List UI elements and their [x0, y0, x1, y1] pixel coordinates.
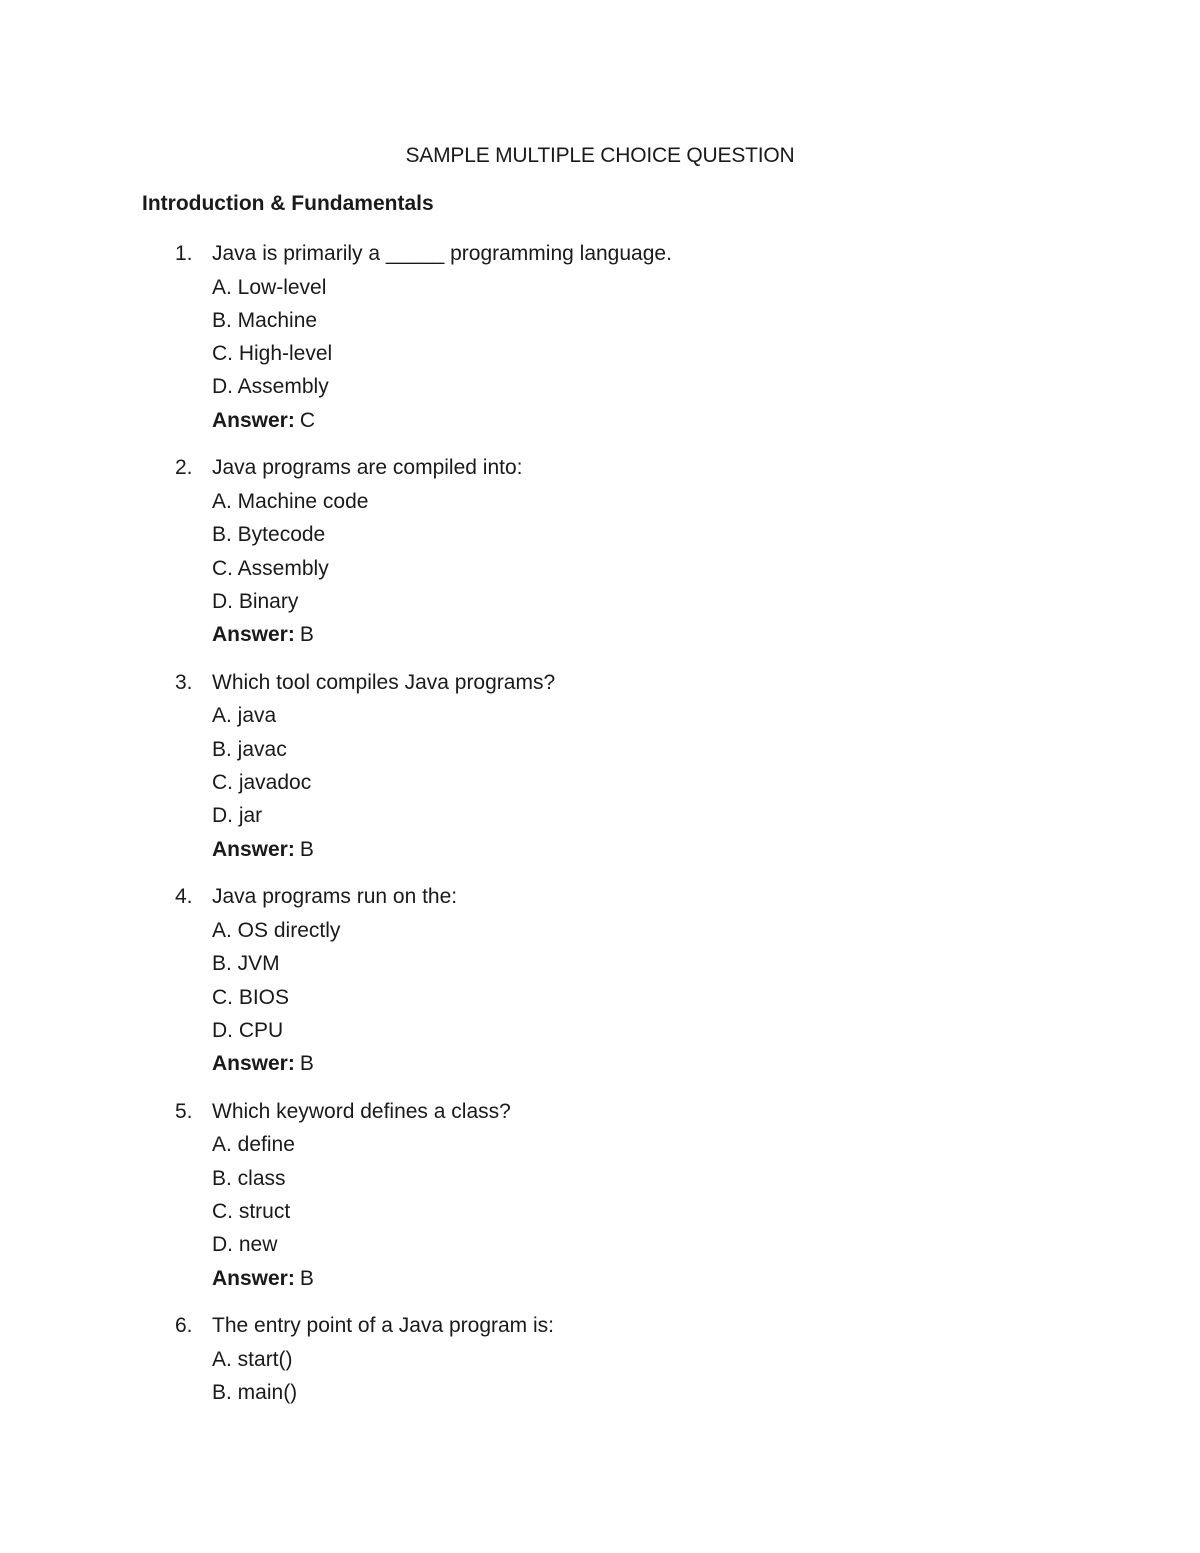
question-line	[0, 884, 1200, 918]
question-number: 6.	[175, 1314, 193, 1338]
option-line	[0, 589, 1200, 622]
option-line	[0, 770, 1200, 803]
option-text: C. BIOS	[212, 985, 290, 1009]
option-line	[0, 374, 1200, 407]
option-text: A. Machine code	[212, 489, 369, 513]
answer-line	[0, 837, 1200, 870]
option-text: C. High-level	[212, 342, 333, 366]
answer-line	[0, 1051, 1200, 1084]
answer-label-text: Answer:	[212, 837, 295, 861]
option-text: A. java	[212, 704, 277, 728]
answer-label-text: Answer:	[212, 1052, 295, 1076]
option-text: B. JVM	[212, 952, 280, 976]
document-title: SAMPLE MULTIPLE CHOICE QUESTION	[405, 144, 795, 167]
question-number: 4.	[175, 885, 193, 909]
answer-value: B	[299, 837, 314, 861]
question-number: 5.	[175, 1099, 193, 1123]
option-line	[0, 951, 1200, 984]
question-number: 1.	[175, 242, 193, 265]
answer-line	[0, 622, 1200, 655]
option-line	[0, 308, 1200, 341]
question-text: Which tool compiles Java programs?	[212, 670, 556, 694]
question-item	[0, 1099, 1200, 1299]
question-text: Which keyword defines a class?	[212, 1099, 511, 1123]
question-item	[0, 241, 1200, 441]
option-text: D. new	[212, 1233, 278, 1257]
answer-value: B	[299, 1052, 314, 1076]
question-number: 2.	[175, 456, 193, 480]
question-item	[0, 884, 1200, 1084]
option-text: B. javac	[212, 737, 287, 761]
answer-label	[212, 1051, 314, 1077]
answer-value: C	[299, 408, 316, 432]
option-line	[0, 1380, 1200, 1413]
question-line	[0, 241, 1200, 275]
question-line	[0, 670, 1200, 704]
answer-value: B	[299, 1266, 314, 1290]
question-list	[0, 241, 1200, 1428]
option-text: A. Low-level	[212, 275, 327, 299]
question-line	[0, 1099, 1200, 1133]
option-line	[0, 522, 1200, 555]
option-text: D. jar	[212, 804, 263, 828]
answer-value: B	[299, 623, 314, 647]
option-line	[0, 1232, 1200, 1265]
question-text: The entry point of a Java program is:	[212, 1314, 554, 1338]
question-text: Java programs are compiled into:	[212, 456, 523, 480]
question-text: Java programs run on the:	[212, 885, 458, 909]
question-item	[0, 670, 1200, 870]
option-text: D. Assembly	[212, 375, 329, 399]
option-line	[0, 556, 1200, 589]
option-line	[0, 985, 1200, 1018]
answer-line	[0, 408, 1200, 441]
option-text: A. define	[212, 1133, 295, 1157]
option-line	[0, 275, 1200, 308]
answer-label	[212, 837, 314, 863]
question-line	[0, 1313, 1200, 1347]
question-number: 3.	[175, 670, 193, 694]
option-line	[0, 1018, 1200, 1051]
option-text: C. javadoc	[212, 771, 312, 795]
option-text: B. main()	[212, 1381, 298, 1405]
option-line	[0, 341, 1200, 374]
answer-label-text: Answer:	[212, 623, 295, 647]
question-text: Java is primarily a _____ programming language.	[212, 242, 672, 265]
question-item	[0, 455, 1200, 655]
question-item	[0, 1313, 1200, 1413]
option-text: D. CPU	[212, 1018, 284, 1042]
option-line	[0, 703, 1200, 736]
answer-label-text: Answer:	[212, 1266, 295, 1290]
option-text: B. Machine	[212, 308, 318, 332]
option-line	[0, 1347, 1200, 1380]
option-text: C. Assembly	[212, 556, 329, 580]
section-heading: Introduction & Fundamentals	[142, 192, 434, 215]
option-text: C. struct	[212, 1200, 291, 1224]
question-line	[0, 455, 1200, 489]
answer-label	[212, 1266, 314, 1292]
option-line	[0, 1132, 1200, 1165]
option-line	[0, 803, 1200, 836]
option-line	[0, 918, 1200, 951]
answer-label-text: Answer:	[212, 408, 295, 432]
option-line	[0, 1199, 1200, 1232]
answer-label	[212, 408, 315, 434]
option-text: D. Binary	[212, 589, 299, 613]
option-line	[0, 737, 1200, 770]
answer-line	[0, 1266, 1200, 1299]
option-line	[0, 489, 1200, 522]
answer-label	[212, 622, 314, 648]
option-text: A. start()	[212, 1347, 293, 1371]
option-text: A. OS directly	[212, 918, 341, 942]
option-text: B. Bytecode	[212, 523, 326, 547]
option-text: B. class	[212, 1166, 286, 1190]
option-line	[0, 1166, 1200, 1199]
